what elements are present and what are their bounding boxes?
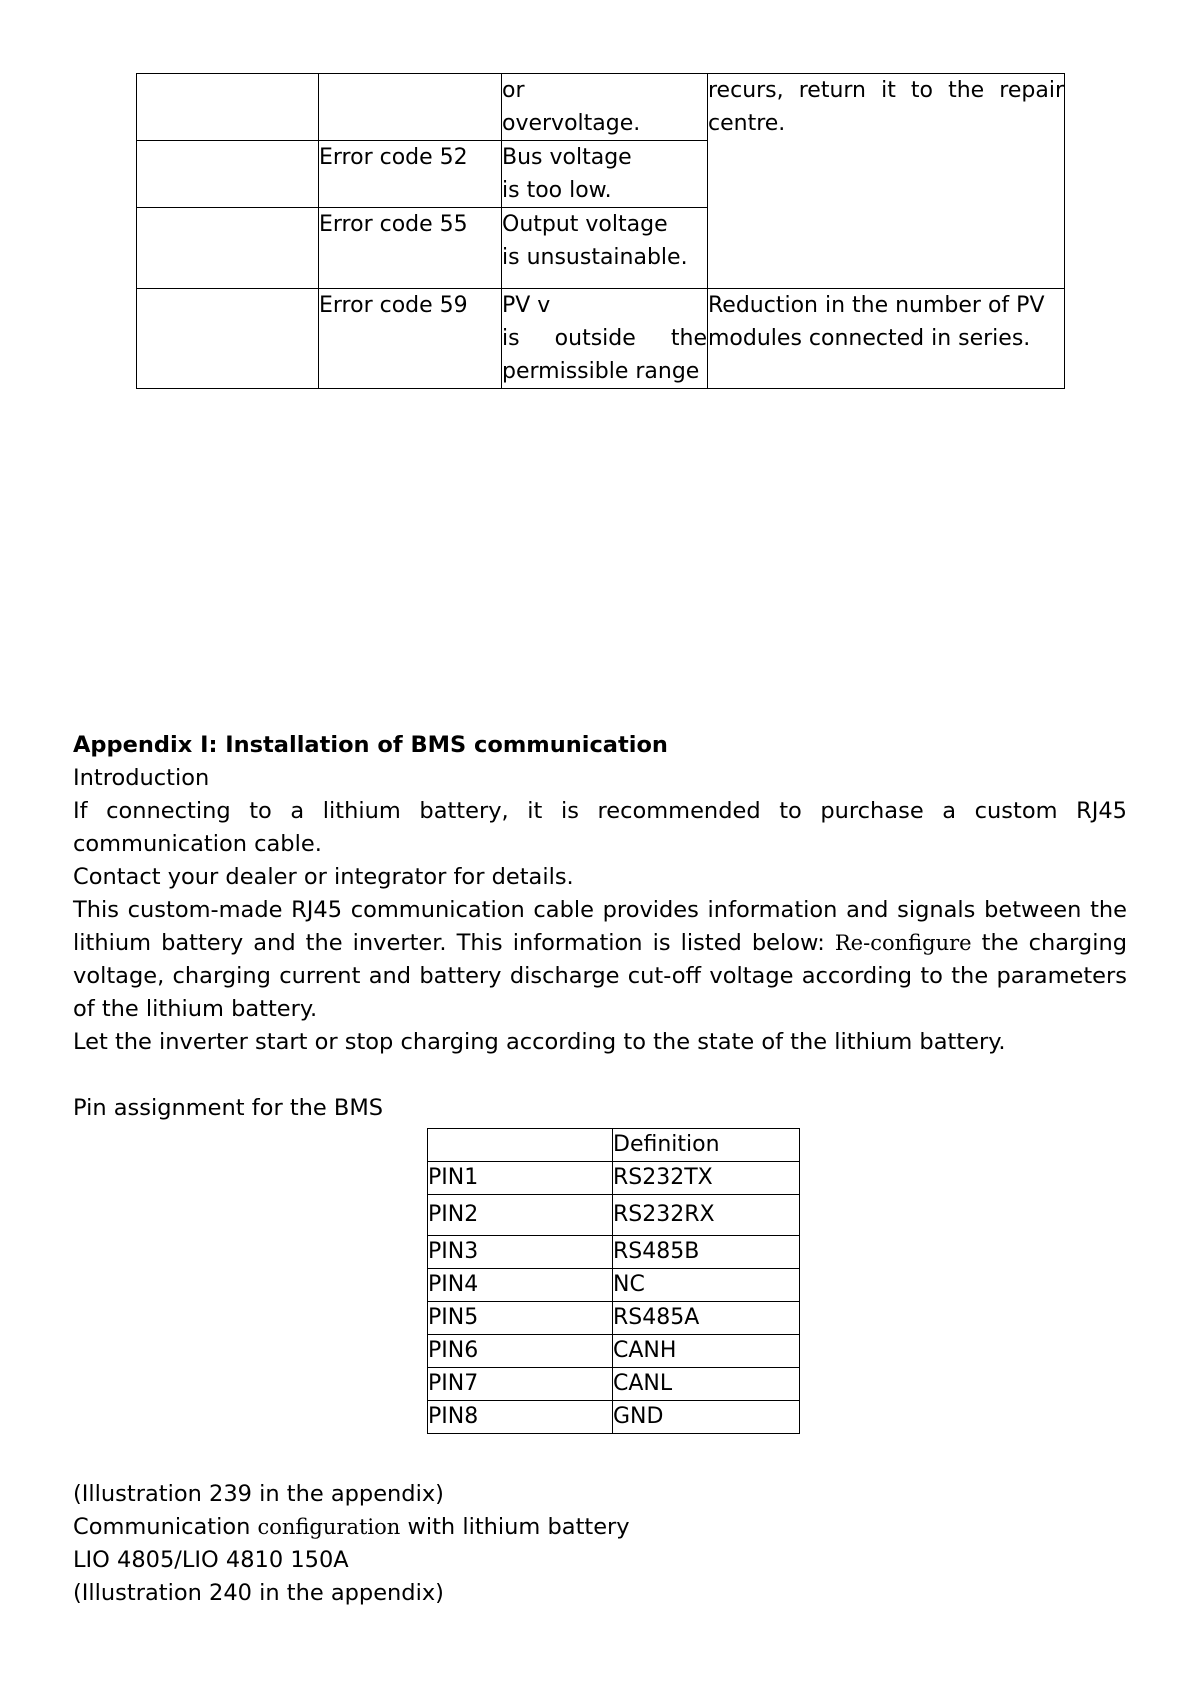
cell-line: is too low.	[502, 178, 612, 203]
cell-line: modules connected in series.	[708, 326, 1031, 351]
table-cell	[137, 208, 319, 289]
cell-line: permissible range	[502, 359, 700, 384]
cell-line: overvoltage.	[502, 111, 641, 136]
table-row	[137, 289, 1065, 389]
table-row	[137, 74, 1065, 141]
illustration-239-caption: (Illustration 239 in the appendix)	[73, 1481, 444, 1507]
paragraph-info-start: This custom-made RJ45 communication cable provides information and signals between the lithium battery and the inverter. This information is listed below:	[73, 897, 1127, 956]
paragraph-cable: If connecting to a lithium battery, it is recommended to purchase a custom RJ45 communication cable.	[73, 798, 1127, 857]
paragraph-info-end: the charging voltage, charging current and battery discharge cut-off voltage according to the parameters of the lithium battery.	[73, 930, 1127, 1022]
definition-cell: RS485A	[613, 1302, 800, 1335]
table-cell	[502, 289, 708, 389]
cell-line: Bus voltage	[502, 145, 632, 170]
pin-cell: PIN6	[428, 1335, 613, 1368]
error-code-table	[136, 73, 1065, 389]
table-cell	[137, 74, 319, 141]
table-cell	[502, 208, 708, 289]
communication-config-line	[73, 1511, 1127, 1544]
table-row	[428, 1401, 800, 1434]
pin-cell: PIN1	[428, 1162, 613, 1195]
definition-cell: GND	[613, 1401, 800, 1434]
cell-line: Reduction in the number of PV	[708, 293, 1045, 318]
table-cell	[137, 141, 319, 208]
paragraph-info	[73, 894, 1127, 1026]
definition-cell: RS232TX	[613, 1162, 800, 1195]
illustration-240-caption: (Illustration 240 in the appendix)	[73, 1580, 444, 1606]
table-header-row	[428, 1129, 800, 1162]
remedy-cell	[708, 289, 1065, 389]
cell-line: is outside the	[502, 326, 707, 351]
table-row	[428, 1335, 800, 1368]
table-header-cell	[428, 1129, 613, 1162]
definition-cell: CANL	[613, 1368, 800, 1401]
definition-cell: RS232RX	[613, 1195, 800, 1236]
cell-line: recurs, return it to the repair	[708, 78, 1064, 103]
cell-line: or	[502, 78, 525, 103]
paragraph-charging: Let the inverter start or stop charging according to the state of the lithium battery.	[73, 1029, 1006, 1055]
table-row	[428, 1162, 800, 1195]
definition-cell: CANH	[613, 1335, 800, 1368]
intro-label: Introduction	[73, 765, 210, 791]
paragraph-info-serif-word: Re-configure	[834, 931, 972, 955]
cell-line: is unsustainable.	[502, 245, 688, 270]
paragraph-contact: Contact your dealer or integrator for details.	[73, 864, 574, 890]
table-cell	[502, 74, 708, 141]
definition-cell: RS485B	[613, 1236, 800, 1269]
table-row	[428, 1195, 800, 1236]
pin-table	[427, 1128, 800, 1434]
error-code-cell: Error code 52	[319, 141, 502, 208]
pin-cell: PIN2	[428, 1195, 613, 1236]
comm-start: Communication	[73, 1514, 258, 1540]
table-row	[428, 1302, 800, 1335]
table-header-cell: Definition	[613, 1129, 800, 1162]
cell-line: Output voltage	[502, 212, 668, 237]
error-code-cell: Error code 59	[319, 289, 502, 389]
table-row	[428, 1368, 800, 1401]
table-cell	[137, 289, 319, 389]
pin-cell: PIN5	[428, 1302, 613, 1335]
comm-serif-word: configuration	[257, 1515, 401, 1539]
cell-line: centre.	[708, 111, 786, 136]
cell-line: PV v	[502, 293, 551, 318]
appendix-heading: Appendix I: Installation of BMS communication	[73, 732, 668, 758]
pin-cell: PIN8	[428, 1401, 613, 1434]
model-numbers: LIO 4805/LIO 4810 150A	[73, 1547, 349, 1573]
pin-cell: PIN7	[428, 1368, 613, 1401]
comm-end: with lithium battery	[400, 1514, 630, 1540]
error-code-cell: Error code 55	[319, 208, 502, 289]
pin-cell: PIN4	[428, 1269, 613, 1302]
table-cell	[319, 74, 502, 141]
table-row	[428, 1269, 800, 1302]
remedy-cell	[708, 74, 1065, 289]
table-cell	[502, 141, 708, 208]
definition-cell: NC	[613, 1269, 800, 1302]
pin-assignment-label: Pin assignment for the BMS	[73, 1095, 384, 1121]
table-row	[428, 1236, 800, 1269]
pin-cell: PIN3	[428, 1236, 613, 1269]
